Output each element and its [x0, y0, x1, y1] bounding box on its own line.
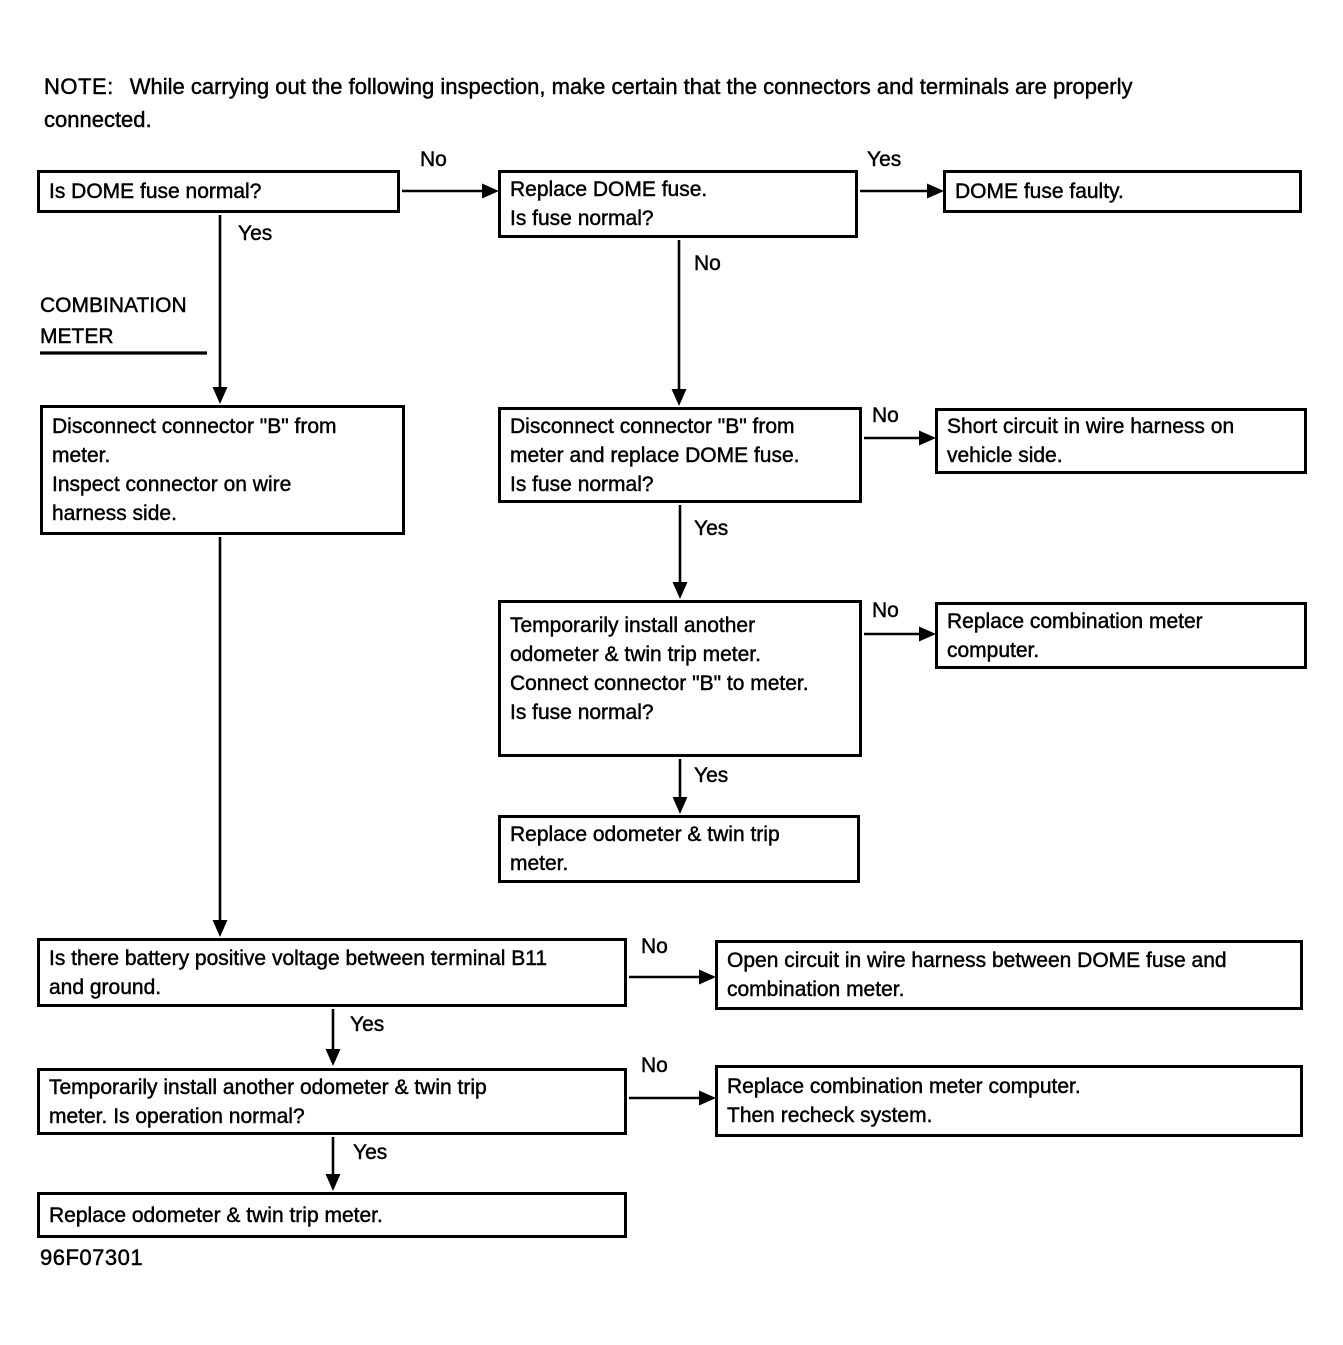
node-text: meter and replace DOME fuse.: [510, 443, 800, 467]
node-text: Replace odometer & twin trip: [510, 823, 780, 846]
edge-label-yes: Yes: [350, 1013, 385, 1036]
node-text: Replace combination meter computer.: [727, 1075, 1081, 1098]
edge-label-yes: Yes: [353, 1141, 388, 1164]
note-label: NOTE:: [44, 74, 114, 99]
node-temporarily-install-meter: [498, 600, 862, 757]
note-line-1: [44, 70, 1132, 103]
edge-label-no: No: [872, 404, 899, 427]
edge-label-no: No: [420, 148, 447, 171]
edge-label-yes: Yes: [694, 517, 729, 540]
node-replace-computer-recheck: [715, 1065, 1303, 1137]
node-text: computer.: [947, 638, 1040, 662]
edge-label-no: No: [641, 1054, 668, 1077]
edge-label-no: No: [641, 935, 668, 958]
node-replace-odometer-final: [37, 1192, 627, 1238]
node-replace-meter-computer: [935, 602, 1307, 669]
node-text: combination meter.: [727, 978, 905, 1001]
section-label-line2: METER: [40, 325, 114, 348]
edge-label-no: No: [694, 252, 721, 275]
node-text: Inspect connector on wire: [52, 473, 292, 496]
section-label-combination-meter: [40, 290, 187, 352]
node-text: meter.: [510, 852, 569, 875]
node-text: odometer & twin trip meter.: [510, 643, 761, 666]
node-disconnect-and-replace-fuse: [498, 407, 862, 503]
note-line-2: connected.: [44, 107, 152, 132]
node-is-dome-fuse-normal: [37, 170, 400, 213]
note-text: While carrying out the following inspection, make certain that the connectors and terminals are properly: [129, 74, 1133, 99]
node-text: meter.: [52, 444, 111, 467]
edge-label-yes: Yes: [238, 222, 273, 245]
node-text: Disconnect connector "B" from: [510, 414, 795, 438]
node-text: Then recheck system.: [727, 1104, 933, 1127]
node-text: Is fuse normal?: [510, 207, 654, 230]
node-disconnect-connector-b: [40, 405, 405, 535]
edge-label-no: No: [872, 599, 899, 622]
node-text: Short circuit in wire harness on: [947, 415, 1235, 438]
node-temporarily-install-operation: [37, 1068, 627, 1135]
node-text: DOME fuse faulty.: [955, 180, 1124, 203]
node-text: Temporarily install another odometer & twin trip: [49, 1075, 487, 1099]
node-dome-fuse-faulty: [943, 170, 1302, 213]
node-text: Replace DOME fuse.: [510, 178, 708, 201]
node-text: and ground.: [49, 975, 162, 999]
node-replace-dome-fuse: [498, 170, 858, 238]
node-text: Replace combination meter: [947, 609, 1203, 633]
node-text: Temporarily install another: [510, 614, 756, 637]
note: [44, 70, 1132, 136]
node-open-circuit-wire-harness: [715, 940, 1303, 1010]
node-text: meter. Is operation normal?: [49, 1104, 305, 1128]
node-text: Is DOME fuse normal?: [49, 180, 262, 203]
section-label-line1: COMBINATION: [40, 294, 187, 317]
node-text: Is fuse normal?: [510, 472, 654, 496]
figure-id: 96F07301: [40, 1245, 144, 1270]
node-text: Open circuit in wire harness between DOME fuse and: [727, 949, 1227, 972]
node-text: Disconnect connector "B" from: [52, 415, 337, 438]
node-text: Is fuse normal?: [510, 701, 654, 724]
node-text: Connect connector "B" to meter.: [510, 672, 809, 695]
node-battery-voltage-b11: [37, 938, 627, 1007]
node-replace-odometer-trip-meter: [498, 815, 860, 883]
node-text: Replace odometer & twin trip meter.: [49, 1203, 383, 1227]
node-short-circuit-vehicle-side: [935, 408, 1307, 474]
node-text: Is there battery positive voltage between terminal B11: [49, 946, 548, 970]
node-text: harness side.: [52, 502, 177, 525]
node-text: vehicle side.: [947, 444, 1063, 467]
edge-label-yes: Yes: [867, 148, 902, 171]
edge-label-yes: Yes: [694, 764, 729, 787]
